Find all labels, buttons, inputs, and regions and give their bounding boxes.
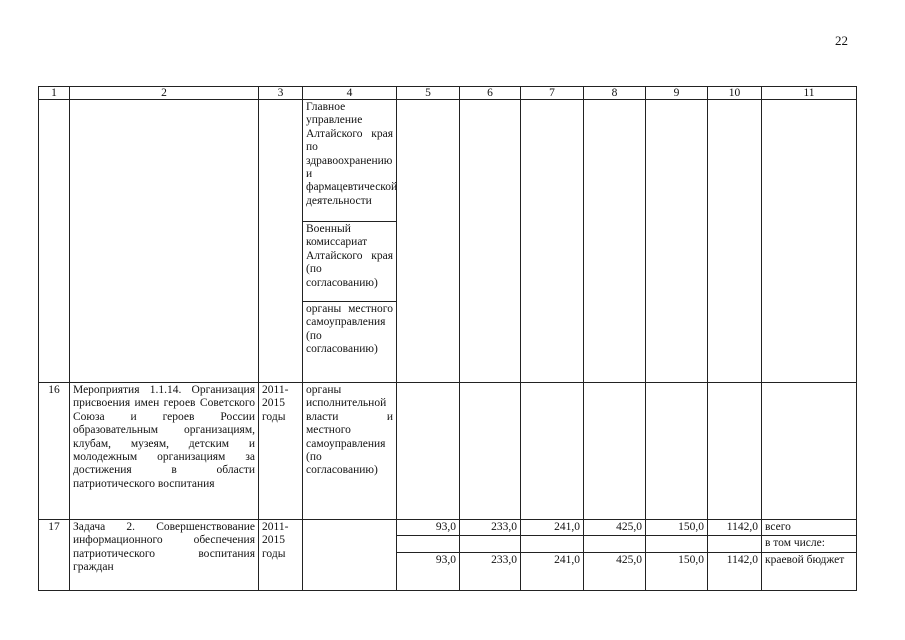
page-number: 22: [835, 33, 848, 48]
funding-source: краевой бюджет: [762, 552, 857, 590]
col-header-10: 10: [708, 87, 762, 100]
executor: органы исполнительной власти и местного самоуправления (по согласованию): [303, 383, 397, 520]
executor-health-dept: Главное управление Алтайского края по здравоохранению и фармацевтической деятельности: [303, 100, 396, 222]
value-total: 1142,0: [708, 552, 762, 590]
row-number: 17: [39, 520, 70, 591]
col-header-4: 4: [303, 87, 397, 100]
col-header-7: 7: [521, 87, 584, 100]
executors-cell: [303, 100, 397, 383]
funding-source: всего: [762, 520, 857, 536]
value-2011: [397, 536, 460, 552]
value-2015: 150,0: [646, 552, 708, 590]
row-number: 16: [39, 383, 70, 520]
col-header-2: 2: [70, 87, 259, 100]
table-row-continued: [39, 100, 857, 383]
table-row-16: [39, 383, 857, 520]
value-2014: [584, 536, 646, 552]
value-2011: 93,0: [397, 520, 460, 536]
value-2013: 241,0: [521, 552, 584, 590]
value-2013: 241,0: [521, 520, 584, 536]
value-total: [708, 536, 762, 552]
col-header-1: 1: [39, 87, 70, 100]
col-header-8: 8: [584, 87, 646, 100]
value-2013: [521, 536, 584, 552]
executor-military-commissariat: Военный комиссариат Алтайского края (по согласованию): [303, 222, 396, 302]
value-2014: 425,0: [584, 552, 646, 590]
value-2012: 233,0: [460, 520, 521, 536]
header-row: [39, 87, 857, 100]
program-table: [38, 86, 857, 591]
period: 2011-2015 годы: [259, 383, 303, 520]
measure-name: Мероприятия 1.1.14. Организация присвоения имен героев Советского Союза и героев России образовательным организациям, клубам, музеям, детским и молодежным организациям за достижения в области патриотического воспитания: [70, 383, 259, 520]
executor-local-government: органы местного самоуправления (по согласованию): [306, 303, 393, 356]
value-2011: 93,0: [397, 552, 460, 590]
table-row-17-total: [39, 520, 857, 536]
executor: [303, 520, 397, 591]
value-2015: 150,0: [646, 520, 708, 536]
period: 2011-2015 годы: [259, 520, 303, 591]
col-header-6: 6: [460, 87, 521, 100]
col-header-11: 11: [762, 87, 857, 100]
col-header-9: 9: [646, 87, 708, 100]
funding-source: в том числе:: [762, 536, 857, 552]
value-2012: [460, 536, 521, 552]
value-2014: 425,0: [584, 520, 646, 536]
col-header-5: 5: [397, 87, 460, 100]
value-total: 1142,0: [708, 520, 762, 536]
col-header-3: 3: [259, 87, 303, 100]
task-name: Задача 2. Совершенствование информационного обеспечения патриотического воспитания граждан: [70, 520, 259, 591]
value-2012: 233,0: [460, 552, 521, 590]
value-2015: [646, 536, 708, 552]
